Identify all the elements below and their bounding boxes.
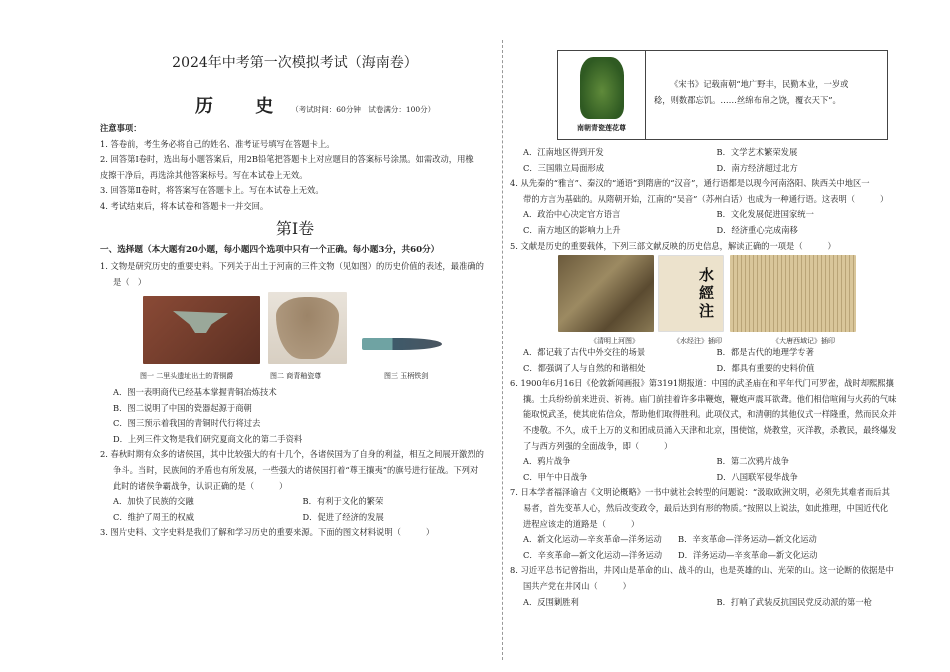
question-stem: 2. 春秋时期有众多的诸侯国，其中比较强大的有十几个，各诸侯国为了自身的利益，相互之间展开激烈的 bbox=[100, 449, 484, 460]
option-c: C．辛亥革命—新文化运动—洋务运动 bbox=[523, 549, 663, 560]
option-b: B．都是古代的地理学专著 bbox=[716, 347, 814, 357]
question-stem: 能取悦武圣，使其庇佑信众，帮助他们取得胜利。此项仪式，和清朝的其他仪式一样隆重，然而民众并 bbox=[523, 409, 897, 420]
option-c: C．图三预示着我国的青铜时代行将过去 bbox=[113, 418, 261, 429]
option-a: A．政治中心决定官方语言 bbox=[523, 209, 621, 220]
option-d: D．经济重心完成南移 bbox=[716, 224, 798, 235]
question-stem: 易者，首先变革人心，然后改变政令，最后达到有形的物质。”按照以上说法，如此推理，中国近代化 bbox=[523, 502, 889, 513]
option-b: B．第二次鸦片战争 bbox=[716, 456, 789, 467]
notice-item: 3. 回答第Ⅱ卷时，将答案写在答题卡上。写在本试卷上无效。 bbox=[100, 185, 324, 196]
material-table bbox=[557, 50, 888, 140]
option-b: B．有利于文化的繁荣 bbox=[302, 496, 384, 507]
question-stem: 是（ ） bbox=[113, 276, 147, 287]
image-caption: 图二 商青釉瓷尊 bbox=[270, 372, 322, 380]
option-a: A．新文化运动—辛亥革命—洋务运动 bbox=[523, 534, 662, 545]
question-stem: 3. 图片史料、文字史料是我们了解和学习历史的重要来源。下面的图文材料说明（ ） bbox=[100, 527, 435, 538]
option-a: A．江南地区得到开发 bbox=[523, 147, 604, 157]
quote-cell bbox=[646, 51, 887, 139]
option-c: C．都强调了人与自然的和谐相处 bbox=[523, 362, 646, 373]
option-c: C．三国鼎立局面形成 bbox=[523, 162, 605, 173]
image-caption: 图三 玉柄铁剑 bbox=[384, 372, 429, 380]
question-stem: 4. 从先秦的“雅言”、秦汉的“通语”到隋唐的“汉音”，通行语都是以现今河南洛阳、陕西关中地区一 bbox=[510, 178, 870, 189]
lotus-zun-image bbox=[580, 57, 624, 119]
book-title: 水經注 bbox=[699, 266, 715, 320]
option-c: C．维护了周王的权威 bbox=[113, 511, 195, 522]
image-caption: 图一 二里头遗址出土的青铜爵 bbox=[140, 372, 234, 380]
image-caption: 《水经注》插印 bbox=[673, 337, 722, 345]
exam-title: 2024年中考第一次模拟考试（海南卷） bbox=[172, 55, 418, 71]
image-caption: 《大唐西域记》插印 bbox=[772, 337, 835, 345]
shuijingzhu-image bbox=[658, 255, 724, 332]
subject-heading bbox=[195, 92, 435, 118]
question-stem: 8. 习近平总书记曾指出，井冈山是革命的山、战斗的山，也是英雄的山、光荣的山。这一论断的依据是中 bbox=[510, 565, 894, 576]
option-d: D．促进了经济的发展 bbox=[302, 511, 384, 522]
option-b: B．文学艺术繁荣发展 bbox=[716, 147, 798, 157]
question-stem: 带的方言为基础的。从隋朝开始，江南的“吴音”（苏州白话）也成为一种通行语。这表明（ ） bbox=[523, 193, 889, 204]
volume-heading: 第Ⅰ卷 bbox=[275, 219, 315, 238]
qingming-painting-image bbox=[558, 255, 654, 332]
option-a: A．加快了民族的交融 bbox=[113, 496, 194, 507]
option-a: A．图一表明商代已经基本掌握青铜冶炼技术 bbox=[113, 387, 277, 397]
question-stem: 6. 1900年6月16日《伦敦新闻画报》第3191期报道：中国的武圣庙在和平年代门可罗雀，战时却熙熙攘 bbox=[510, 378, 894, 389]
question-stem: 进程应该走的道路是（ ） bbox=[523, 518, 640, 529]
option-d: D．洋务运动—辛亥革命—新文化运动 bbox=[678, 549, 818, 560]
notice-item: 1. 答卷前，考生务必将自己的姓名、准考证号填写在答题卡上。 bbox=[100, 138, 335, 149]
question-stem: 不虔敬。不久，成千上万的义和团成员涌入天津和北京，围使馆，烧教堂，灭洋教，杀教民，最终爆发 bbox=[523, 424, 897, 435]
question-stem: 了与西方列强的全面战争，即（ ） bbox=[523, 440, 673, 451]
question-stem: 国共产党在井冈山（ ） bbox=[523, 580, 631, 591]
notice-heading: 注意事项： bbox=[100, 123, 142, 133]
celadon-zun-image bbox=[268, 292, 347, 364]
option-a: A．都记载了古代中外交往的场景 bbox=[523, 347, 646, 357]
quote-text: 稔，则数郡忘饥。……丝绵布帛之饶，覆衣天下”。 bbox=[654, 94, 841, 105]
quote-text: 《宋书》记载南朝“地广野丰，民勤本业，一岁或 bbox=[670, 79, 849, 89]
notice-item: 2. 回答第Ⅰ卷时，选出每小题答案后，用2B铅笔把答题卡上对应题目的答案标号涂黑。如需改动，用橡 bbox=[100, 154, 474, 165]
image-label: 南朝青瓷莲花尊 bbox=[577, 124, 626, 132]
notice bbox=[100, 121, 492, 215]
column-divider bbox=[502, 40, 503, 660]
question-stem: 此时的诸侯争霸战争，认识正确的是（ ） bbox=[113, 480, 288, 491]
bronze-jue-image bbox=[143, 296, 260, 364]
option-a: A．反围剿胜利 bbox=[523, 596, 579, 607]
option-c: C．南方地区的影响力上升 bbox=[523, 224, 621, 235]
option-b: B．图二说明了中国的瓷器起源于商朝 bbox=[113, 402, 252, 413]
question-stem: 攘。士兵纷纷前来进贡、祈祷。庙门前挂着许多串鞭炮，鞭炮声震耳欲聋。他们相信喧闹与火药的气味 bbox=[523, 393, 897, 404]
jade-iron-sword-image bbox=[362, 338, 442, 350]
image-caption: 《清明上河图》 bbox=[590, 337, 639, 345]
subject-name: 历 史 bbox=[195, 96, 292, 117]
notice-item: 皮擦干净后，再选涂其他答案标号。写在本试卷上无效。 bbox=[100, 169, 308, 180]
exam-info: （考试时间：60分钟 试卷满分：100分） bbox=[291, 105, 436, 114]
question-stem: 1. 文物是研究历史的重要史料。下列关于出土于河南的三件文物（见如图）的历史价值的表述，最准确的 bbox=[100, 261, 484, 271]
section-heading: 一、选择题（本大题有20小题，每小题四个选项中只有一个正确。每小题3分，共60分） bbox=[100, 245, 440, 255]
question-stem: 5. 文献是历史的重要载体，下列三部文献反映的历史信息，解读正确的一项是（ ） bbox=[510, 240, 836, 251]
question-stem: 争斗。当时，民族间的矛盾也有所发展，一些强大的诸侯国打着“尊王攘夷”的旗号进行征战。下列对 bbox=[113, 464, 479, 475]
notice-item: 4. 考试结束后，将本试卷和答题卡一并交回。 bbox=[100, 200, 269, 211]
option-b: B．辛亥革命—洋务运动—新文化运动 bbox=[678, 534, 817, 545]
option-d: D．上列三件文物是我们研究夏商文化的第二手资料 bbox=[113, 433, 303, 444]
option-a: A．鸦片战争 bbox=[523, 456, 571, 467]
option-d: D．都具有重要的史料价值 bbox=[716, 362, 815, 373]
option-d: D．八国联军侵华战争 bbox=[716, 471, 798, 482]
lotus-zun-image-cell bbox=[558, 51, 646, 139]
question-stem: 7. 日本学者福泽谕吉《文明论概略》一书中就社会转型的问题说：“汲取欧洲文明，必须先其难者而后其 bbox=[510, 487, 890, 498]
question-1 bbox=[100, 259, 484, 290]
option-b: B．文化发展促进国家统一 bbox=[716, 209, 814, 220]
option-c: C．甲午中日战争 bbox=[523, 471, 588, 482]
questions-3-5 bbox=[510, 145, 910, 254]
option-b: B．打响了武装反抗国民党反动派的第一枪 bbox=[716, 596, 872, 607]
datang-xiyuji-image bbox=[730, 255, 856, 332]
option-d: D．南方经济超过北方 bbox=[716, 162, 798, 173]
question-1-options bbox=[100, 385, 492, 541]
questions-5-8 bbox=[510, 345, 910, 610]
